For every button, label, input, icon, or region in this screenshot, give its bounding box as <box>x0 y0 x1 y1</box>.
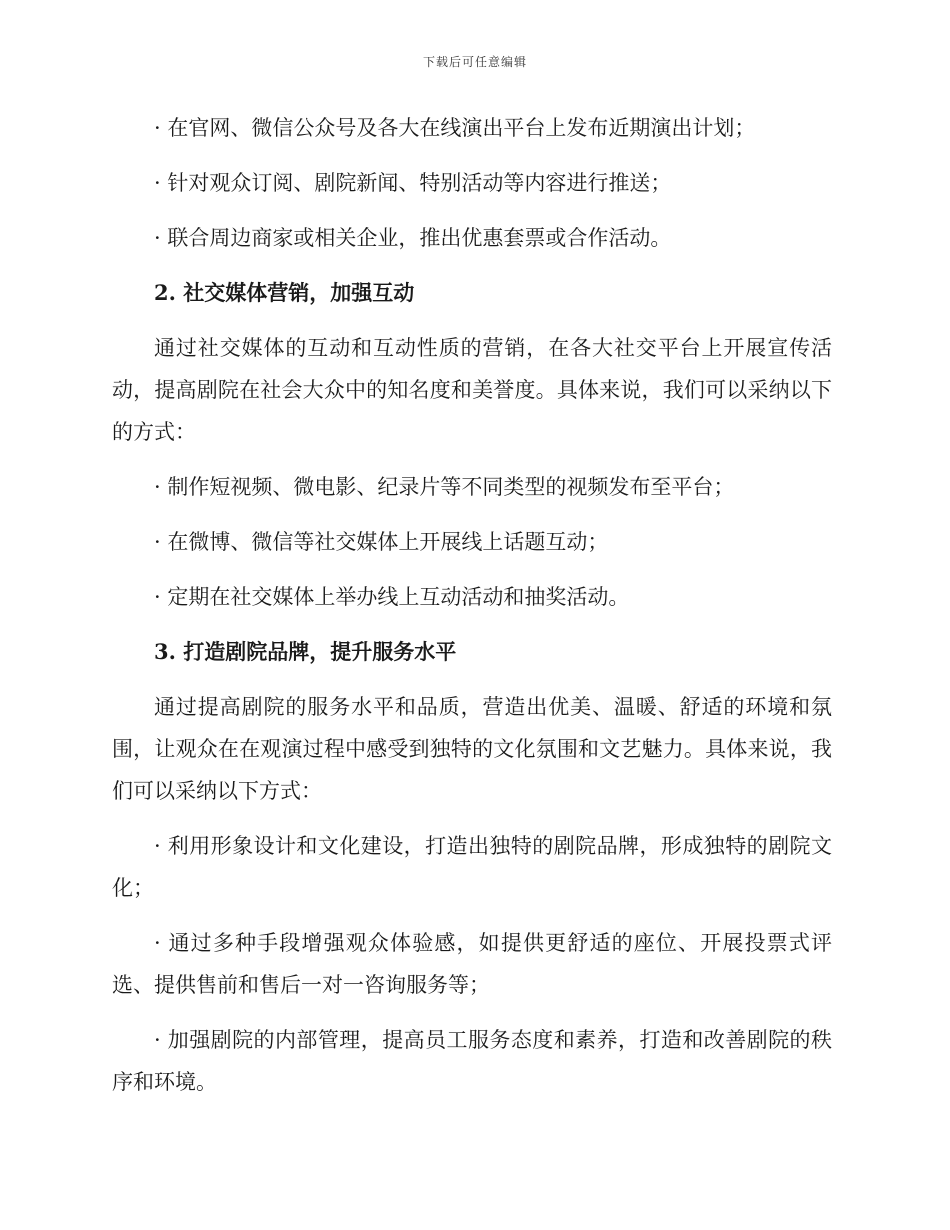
list-item: · 利用形象设计和文化建设，打造出独特的剧院品牌，形成独特的剧院文化； <box>112 834 832 900</box>
list-item: · 在微博、微信等社交媒体上开展线上话题互动； <box>154 530 609 554</box>
section-heading: 3. 打造剧院品牌，提升服务水平 <box>154 639 457 664</box>
section-heading: 2. 社交媒体营销，加强互动 <box>154 280 415 305</box>
list-item: · 联合周边商家或相关企业，推出优惠套票或合作活动。 <box>154 226 672 250</box>
document-body <box>112 107 832 1116</box>
list-item: · 针对观众订阅、剧院新闻、特别活动等内容进行推送； <box>154 171 672 195</box>
list-item: · 制作短视频、微电影、纪录片等不同类型的视频发布至平台； <box>154 475 735 499</box>
body-paragraph: 通过提高剧院的服务水平和品质，营造出优美、温暖、舒适的环境和氛围，让观众在在观演过程中感受到独特的文化氛围和文艺魅力。具体来说，我们可以采纳以下方式： <box>112 695 832 803</box>
list-item: · 定期在社交媒体上举办线上互动活动和抽奖活动。 <box>154 585 630 609</box>
list-item: · 通过多种手段增强观众体验感，如提供更舒适的座位、开展投票式评选、提供售前和售后一对一咨询服务等； <box>112 931 832 997</box>
list-item: · 加强剧院的内部管理，提高员工服务态度和素养，打造和改善剧院的秩序和环境。 <box>112 1028 832 1094</box>
list-item: · 在官网、微信公众号及各大在线演出平台上发布近期演出计划； <box>154 116 756 140</box>
header-note: 下载后可任意编辑 <box>422 55 527 69</box>
body-paragraph: 通过社交媒体的互动和互动性质的营销，在各大社交平台上开展宣传活动，提高剧院在社会大众中的知名度和美誉度。具体来说，我们可以采纳以下的方式： <box>112 336 832 444</box>
